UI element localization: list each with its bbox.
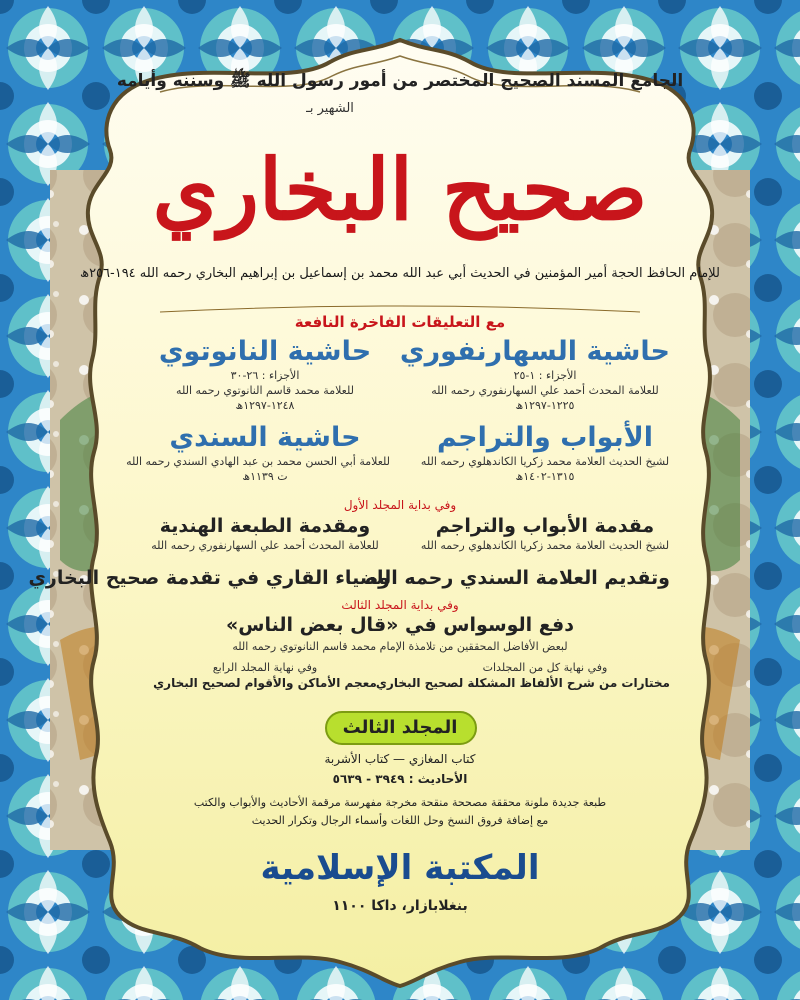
gloss-title: حاشية السهارنفوري bbox=[399, 336, 670, 367]
vol4-appendix bbox=[140, 660, 390, 691]
vol1-item-title: ومقدمة الطبعة الهندية bbox=[159, 515, 371, 537]
gloss-nanotawi bbox=[140, 336, 390, 413]
vol1-heading: وفي بداية المجلد الأول bbox=[343, 498, 457, 512]
author-line: للإمام الحافظ الحجة أمير المؤمنين في الحديث أبي عبد الله محمد بن إسماعيل بن إبراهيم البخاري رحمه الله ١٩٤-٢٥٦ھ bbox=[79, 266, 720, 281]
gloss-title: حاشية السندي bbox=[169, 422, 361, 453]
vol1-item-scholar: للعلامة المحدث أحمد علي السهارنفوري رحمه الله bbox=[151, 539, 379, 552]
vol1-item bbox=[420, 514, 670, 553]
all-volumes-appendix bbox=[375, 660, 670, 691]
publisher-address: بنغلابازار، داكا ١١٠٠ bbox=[332, 898, 468, 914]
edition-description: طبعة جديدة ملونة محققة مصححة منقحة مخرجة مفهرسة مرقمة الأحاديث والأبواب والكتب bbox=[193, 796, 607, 809]
books-range: كتاب المغازي — كتاب الأشربة bbox=[324, 752, 476, 766]
gloss-title: حاشية النانوتوي bbox=[158, 336, 372, 367]
vol3-title: دفع الوسواس في «قال بعض الناس» bbox=[226, 614, 574, 636]
vol1-item-title: وتقديم العلامة السندي رحمه الله bbox=[364, 567, 670, 589]
full-title-line: الجامع المسند الصحيح المختصر من أمور رسول الله ﷺ وسننه وأيامه bbox=[116, 71, 684, 91]
gloss-years: ١٣١٥-١٤٠٢ھ bbox=[515, 470, 575, 483]
edition-additions: مع إضافة فروق النسخ وحل اللغات وأسماء الرجال وتكرار الحديث bbox=[251, 814, 549, 827]
hadith-range: الأحاديث : ٣٩٤٩ - ٥٦٣٩ bbox=[332, 772, 468, 786]
gloss-scholar: لشيخ الحديث العلامة محمد زكريا الكاندهلوي رحمه الله bbox=[420, 455, 670, 468]
publisher-name: المكتبة الإسلامية bbox=[260, 848, 540, 888]
gloss-scholar: للعلامة محمد قاسم النانوتوي رحمه الله bbox=[176, 384, 354, 397]
gloss-sindi bbox=[126, 422, 390, 484]
gloss-abwab bbox=[420, 422, 670, 484]
all-volumes-heading: وفي نهاية كل من المجلدات bbox=[482, 661, 608, 674]
gloss-saharanpuri bbox=[399, 336, 670, 413]
volume-label: المجلد الثالث bbox=[342, 717, 458, 738]
gloss-years: ت ١١٣٩ھ bbox=[242, 470, 288, 483]
vol1-item-title: وضياء القاري في تقدمة صحيح البخاري bbox=[28, 567, 390, 589]
gloss-parts: الأجزاء : ١-٢٥ bbox=[513, 369, 577, 382]
known-as-label: الشهير بـ bbox=[306, 101, 354, 116]
gloss-scholar: للعلامة أبي الحسن محمد بن عبد الهادي السندي رحمه الله bbox=[126, 455, 390, 468]
vol4-item: معجم الأماكن والأقوام لصحيح البخاري bbox=[153, 676, 377, 690]
gloss-parts: الأجزاء : ٢٦-٣٠ bbox=[230, 369, 300, 382]
vol3-scholar: لبعض الأفاضل المحققين من تلامذة الإمام محمد قاسم النانوتوي رحمه الله bbox=[232, 640, 568, 653]
book-title: صحيح البخاري bbox=[152, 140, 648, 239]
vol1-item bbox=[28, 566, 390, 590]
vol1-item-scholar: لشيخ الحديث العلامة محمد زكريا الكاندهلوي رحمه الله bbox=[420, 539, 670, 552]
vol1-item-title: مقدمة الأبواب والتراجم bbox=[435, 515, 655, 537]
gloss-years: ١٢٢٥-١٢٩٧ھ bbox=[515, 399, 575, 412]
gloss-scholar: للعلامة المحدث أحمد علي السهارنفوري رحمه الله bbox=[431, 384, 659, 397]
vol4-heading: وفي نهاية المجلد الرابع bbox=[212, 661, 318, 674]
notes-heading: مع التعليقات الفاخرة النافعة bbox=[294, 313, 506, 331]
gloss-title: الأبواب والتراجم bbox=[436, 422, 654, 453]
all-volumes-item: مختارات من شرح الألفاظ المشكلة لصحيح البخاري bbox=[375, 676, 670, 690]
vol3-heading: وفي بداية المجلد الثالث bbox=[341, 598, 459, 612]
vol1-item bbox=[140, 514, 390, 553]
gloss-years: ١٢٤٨-١٢٩٧ھ bbox=[235, 399, 295, 412]
vol1-item bbox=[364, 566, 670, 590]
